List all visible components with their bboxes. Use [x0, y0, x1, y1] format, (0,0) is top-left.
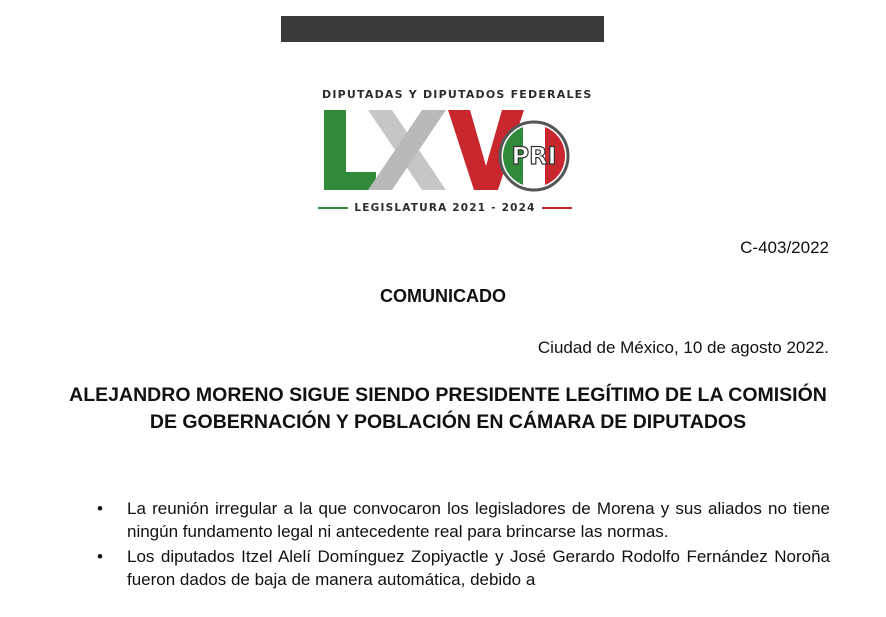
logo-letter-l: [324, 110, 376, 190]
logo-line-green: [318, 207, 348, 209]
bullet-text: Los diputados Itzel Alelí Domínguez Zopiyactle y José Gerardo Rodolfo Fernández Noroña fueron dados de baja de manera automática, debido a: [127, 547, 830, 589]
lxv-legislature-logo: [310, 88, 593, 218]
bullet-list: [95, 497, 830, 593]
bullet-item: [95, 497, 830, 543]
bullet-text: La reunión irregular a la que convocaron los legisladores de Morena y sus aliados no tiene ningún fundamento legal ni antecedente real para brincarse las normas.: [127, 499, 830, 541]
logo-bottom-band: [310, 200, 580, 216]
document-heading: COMUNICADO: [380, 286, 506, 306]
pri-emblem: [500, 122, 569, 192]
dateline: Ciudad de México, 10 de agosto 2022.: [537, 338, 829, 357]
logo-line-red: [542, 207, 572, 209]
logo-top-text: DIPUTADAS Y DIPUTADOS FEDERALES: [322, 88, 593, 101]
press-headline: ALEJANDRO MORENO SIGUE SIENDO PRESIDENTE LEGÍTIMO DE LA COMISIÓN DE GOBERNACIÓN Y POBLACIÓN EN CÁMARA DE DIPUTADOS: [69, 384, 827, 433]
bullet-dot-icon: •: [97, 547, 103, 566]
redaction-bar: [281, 16, 604, 42]
logo-bottom-text: LEGISLATURA 2021 - 2024: [354, 202, 536, 214]
bullet-dot-icon: •: [97, 499, 103, 518]
bullet-item: [95, 545, 830, 591]
lxv-pri-emblem-icon: [310, 102, 580, 198]
pri-emblem-text: PRI: [511, 142, 557, 170]
reference-number: C-403/2022: [740, 238, 829, 257]
